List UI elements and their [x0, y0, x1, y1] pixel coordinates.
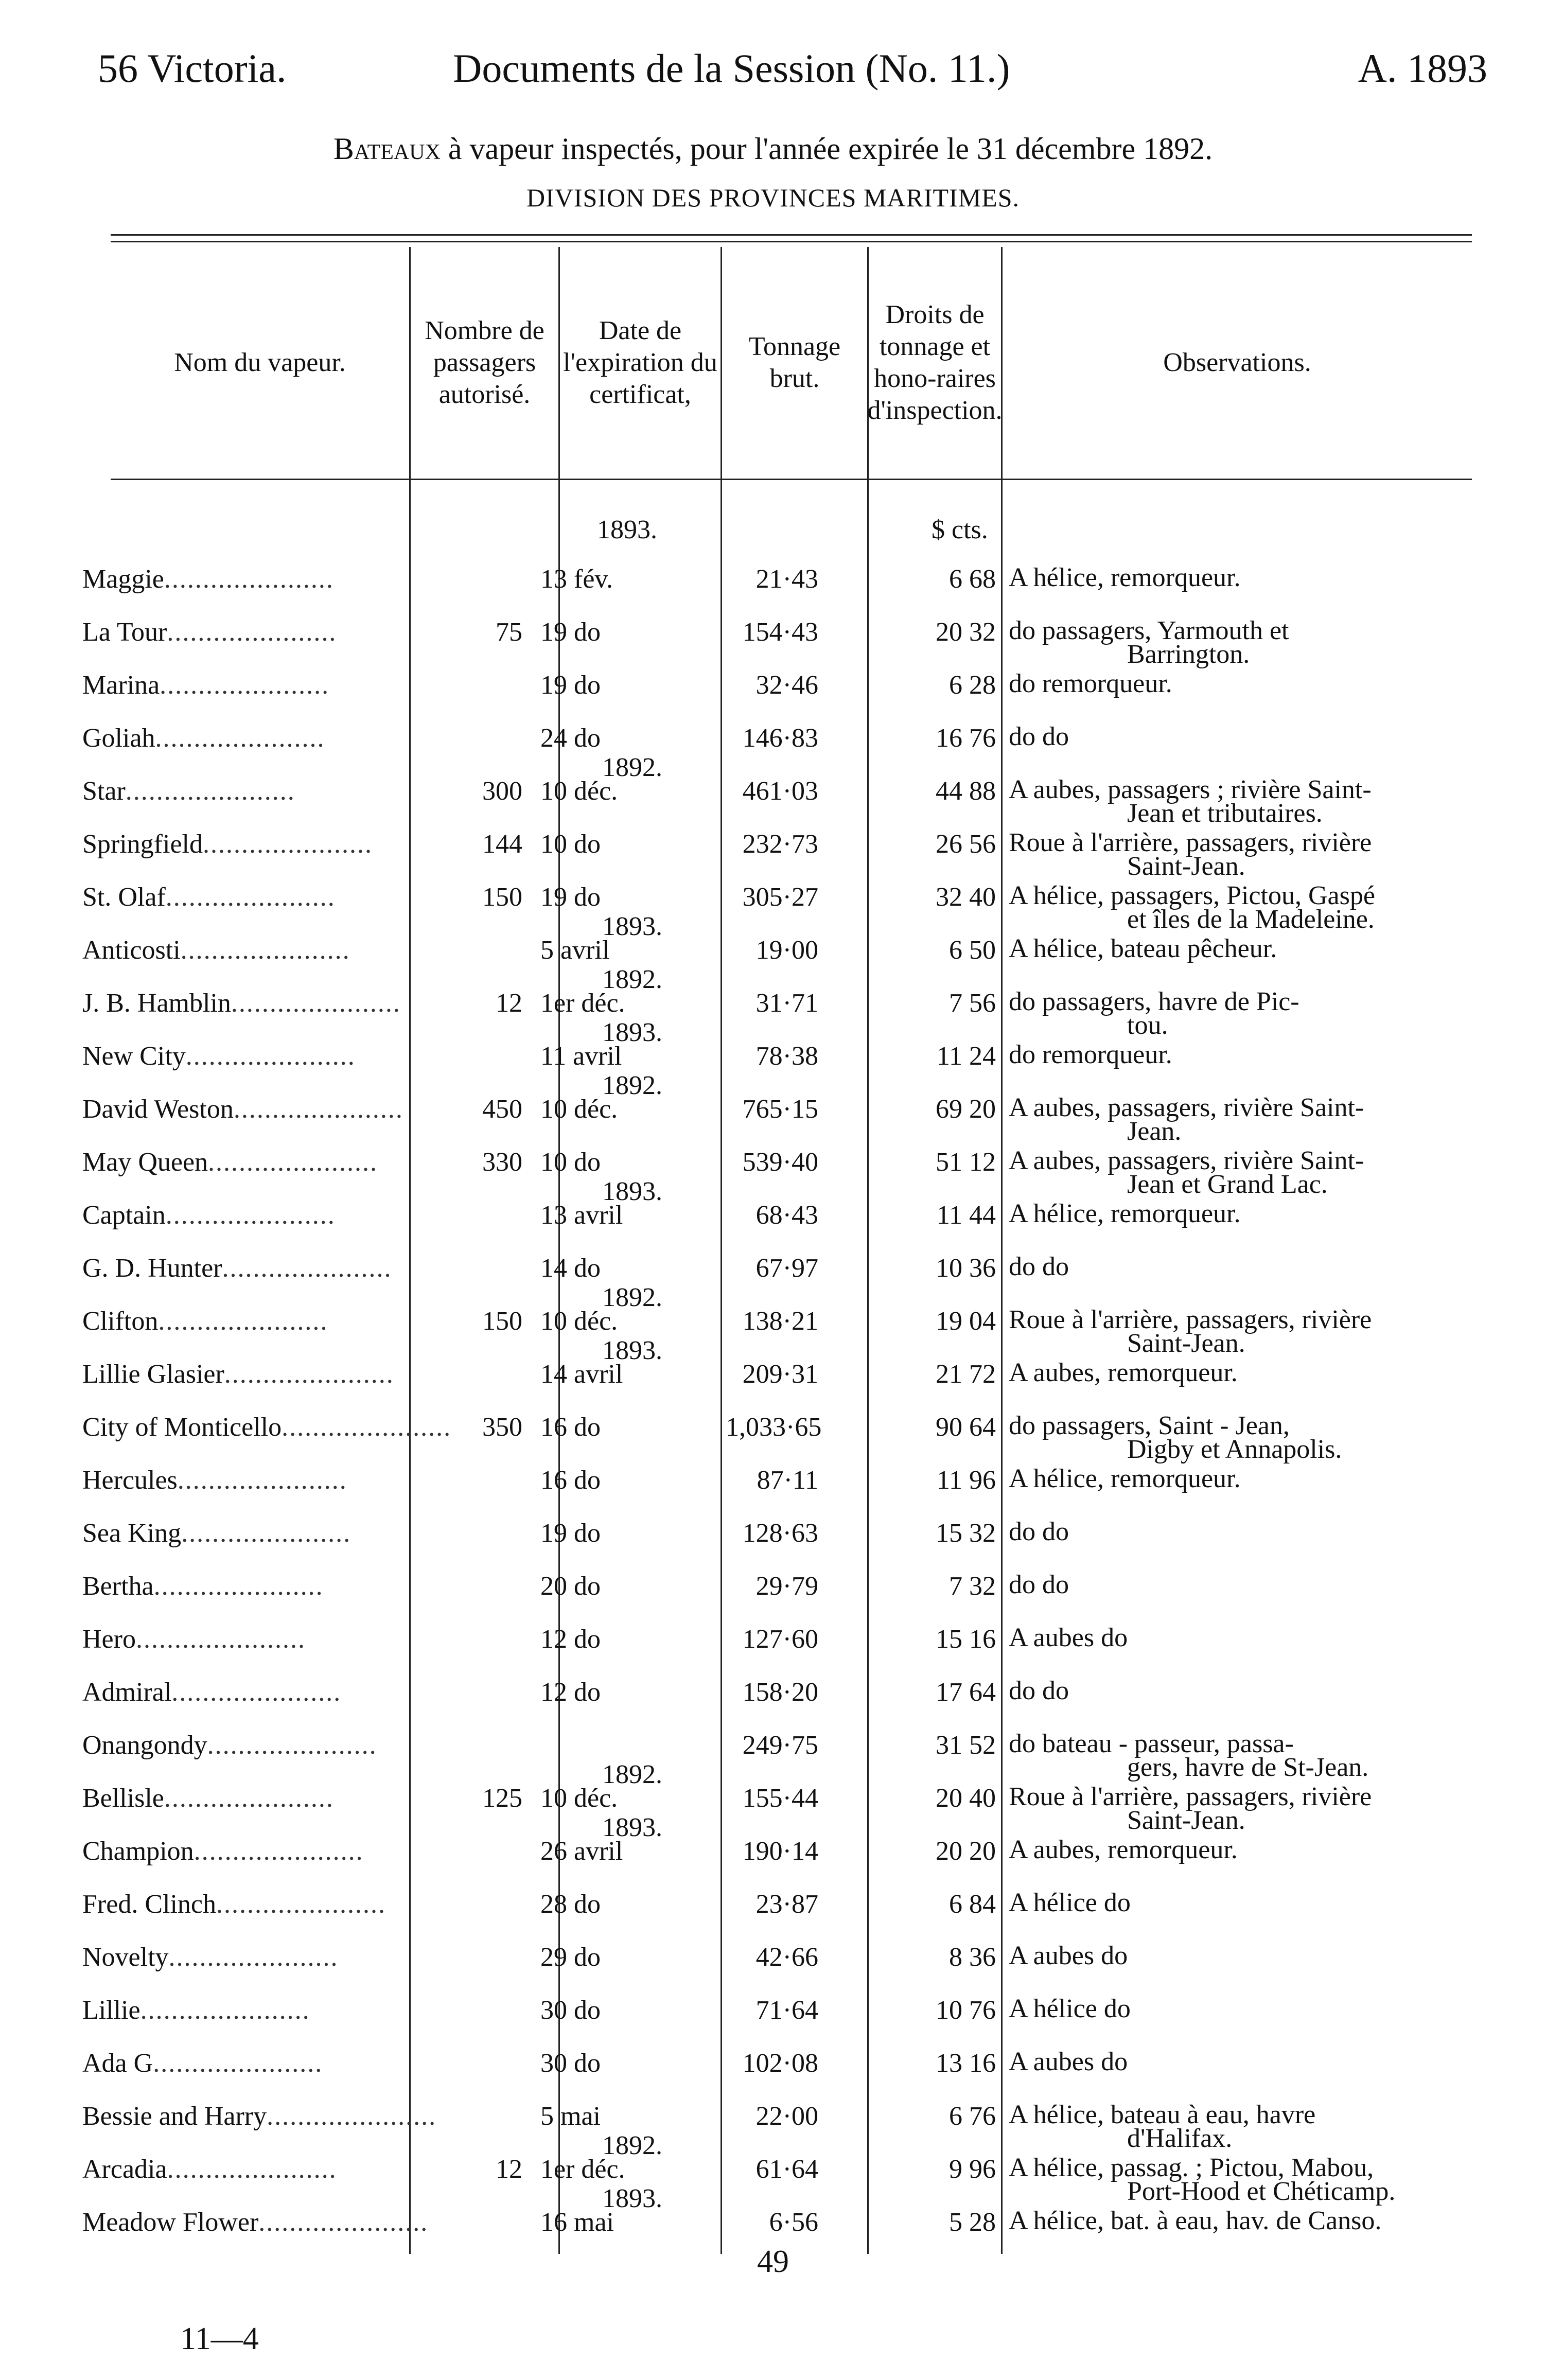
observations: A hélice, passagers, Pictou, Gaspé et îles de la Madeleine. [1009, 881, 1375, 934]
passengers-allowed: 330 [482, 1148, 522, 1177]
certificate-expiry: 19 do [540, 618, 601, 647]
inspection-fees: 20 32 [936, 618, 996, 647]
vessel-name: Meadow Flower...................... [82, 2208, 429, 2237]
table-row [0, 1517, 1546, 1577]
observations: do do [1009, 1252, 1069, 1281]
certificate-expiry: 28 do [540, 1890, 601, 1919]
vessel-name: Hercules...................... [82, 1466, 347, 1495]
header-document-title: Documents de la Session (No. 11.) [453, 46, 1010, 91]
table-title-rest: à vapeur inspectés, pour l'année expirée le 31 décembre 1892. [440, 132, 1213, 166]
year-marker: 1893. [602, 912, 662, 941]
certificate-expiry: 1893. 5 avril [540, 912, 662, 965]
column-header-tonnage: Tonnage brut. [748, 332, 841, 393]
observations: do remorqueur. [1009, 1040, 1172, 1069]
inspection-fees: 44 88 [936, 777, 996, 806]
gross-tonnage: 146·83 [742, 724, 818, 753]
vessel-name: Hero...................... [82, 1625, 306, 1654]
table-row [0, 616, 1546, 676]
certificate-expiry: 12 do [540, 1678, 601, 1707]
column-header-observations: Observations. [1163, 348, 1311, 377]
gross-tonnage: 249·75 [742, 1731, 818, 1760]
column-header-passengers: Nombre de passagers autorisé. [425, 316, 544, 409]
certificate-expiry: 1893. 26 avril [540, 1813, 662, 1866]
gross-tonnage: 68·43 [756, 1201, 818, 1230]
table-row [0, 1888, 1546, 1948]
vessel-name: Clifton...................... [82, 1307, 328, 1336]
certificate-expiry: 1893. 14 avril [540, 1336, 662, 1389]
year-marker: 1893. [602, 2184, 662, 2213]
year-marker: 1892. [602, 2131, 662, 2160]
vessel-name: City of Monticello...................... [82, 1413, 452, 1442]
year-marker: 1892. [602, 753, 662, 782]
table-row [0, 1252, 1546, 1312]
column-header-fees: Droits de tonnage et hono-raires d'inspection. [867, 300, 1003, 425]
gross-tonnage: 155·44 [742, 1784, 818, 1813]
gross-tonnage: 232·73 [742, 830, 818, 859]
certificate-expiry: 1892. 10 déc. [540, 753, 662, 806]
certificate-expiry: 1893. 11 avril [540, 1018, 662, 1071]
vessel-name: Star...................... [82, 777, 295, 806]
table-row [0, 1570, 1546, 1630]
table-row [0, 1177, 1546, 1259]
observations: A aubes, passagers, rivière Saint- Jean. [1009, 1093, 1364, 1146]
table-row [0, 1623, 1546, 1683]
gross-tonnage: 127·60 [742, 1625, 818, 1654]
observations: A hélice, bateau à eau, havre d'Halifax. [1009, 2100, 1316, 2153]
vessel-name: Admiral...................... [82, 1678, 342, 1707]
gross-tonnage: 87·11 [757, 1466, 818, 1495]
table-row [0, 1071, 1546, 1153]
certificate-expiry: 19 do [540, 1519, 601, 1548]
table-title [0, 131, 1546, 167]
gross-tonnage: 461·03 [742, 777, 818, 806]
table-row [0, 1941, 1546, 2001]
inspection-fees: 6 84 [949, 1890, 996, 1919]
gross-tonnage: 539·40 [742, 1148, 818, 1177]
observations: A aubes do [1009, 1941, 1128, 1970]
table-row [0, 1018, 1546, 1100]
table-row [0, 563, 1546, 623]
year-marker: 1893. [602, 1336, 662, 1365]
certificate-expiry: 10 do [540, 1148, 601, 1177]
inspection-fees: 6 76 [949, 2102, 996, 2131]
gross-tonnage: 305·27 [742, 883, 818, 912]
year-marker: 1892. [602, 1283, 662, 1312]
header-volume: 56 Victoria. [98, 46, 287, 91]
gross-tonnage: 19·00 [756, 936, 818, 965]
certificate-expiry: 10 do [540, 830, 601, 859]
passengers-allowed: 350 [482, 1413, 522, 1442]
gross-tonnage: 78·38 [756, 1042, 818, 1071]
certificate-expiry: 1892. 10 déc. [540, 1760, 662, 1813]
vessel-name: Bellisle...................... [82, 1784, 334, 1813]
inspection-fees: 31 52 [936, 1731, 996, 1760]
table-row [0, 1146, 1546, 1206]
passengers-allowed: 12 [496, 2155, 522, 2184]
observations: do do [1009, 722, 1069, 751]
certificate-expiry: 1892. 1er déc. [540, 965, 662, 1018]
passengers-allowed: 450 [482, 1095, 522, 1124]
year-marker: 1892. [602, 965, 662, 994]
observations: A hélice do [1009, 1994, 1131, 2023]
certificate-expiry: 20 do [540, 1572, 601, 1601]
table-row [0, 1411, 1546, 1471]
running-head [98, 45, 1487, 102]
observations: A hélice, passag. ; Pictou, Mabou, Port-Hood et Chéticamp. [1009, 2153, 1396, 2206]
inspection-fees: 20 20 [936, 1837, 996, 1866]
vessel-name: Lillie...................... [82, 1996, 310, 2025]
vessel-name: New City...................... [82, 1042, 356, 1071]
certificate-expiry: 16 do [540, 1413, 601, 1442]
certificate-expiry: 1892. 10 déc. [540, 1283, 662, 1336]
certificate-expiry: 30 do [540, 2049, 601, 2078]
page-number: 49 [757, 2244, 789, 2279]
gross-tonnage: 1,033·65 [726, 1413, 822, 1442]
certificate-expiry: 19 do [540, 671, 601, 700]
year-marker: 1892. [602, 1071, 662, 1100]
certificate-expiry: 5 mai [540, 2102, 601, 2131]
observations: do do [1009, 1570, 1069, 1599]
observations: do passagers, Saint - Jean, Digby et Annapolis. [1009, 1411, 1342, 1464]
vessel-name: Marina...................... [82, 671, 330, 700]
gross-tonnage: 138·21 [742, 1307, 818, 1336]
gross-tonnage: 154·43 [742, 618, 818, 647]
inspection-fees: 16 76 [936, 724, 996, 753]
vessel-name: David Weston...................... [82, 1095, 403, 1124]
vessel-name: Fred. Clinch...................... [82, 1890, 386, 1919]
gross-tonnage: 128·63 [742, 1519, 818, 1548]
table-row [0, 1283, 1546, 1365]
gross-tonnage: 42·66 [756, 1943, 818, 1972]
certificate-expiry: 29 do [540, 1943, 601, 1972]
table-row [0, 1464, 1546, 1524]
observations: Roue à l'arrière, passagers, rivière Saint-Jean. [1009, 1305, 1372, 1358]
inspection-fees: 90 64 [936, 1413, 996, 1442]
passengers-allowed: 300 [482, 777, 522, 806]
vessel-name: Bertha...................... [82, 1572, 324, 1601]
year-marker: 1893. [602, 1018, 662, 1047]
signature-mark: 11—4 [180, 2321, 259, 2356]
inspection-fees: 21 72 [936, 1360, 996, 1389]
inspection-fees: 8 36 [949, 1943, 996, 1972]
header-year: A. 1893 [1358, 46, 1487, 91]
division-heading: DIVISION DES PROVINCES MARITIMES. [526, 183, 1020, 212]
inspection-fees: 17 64 [936, 1678, 996, 1707]
observations: A aubes, passagers ; rivière Saint- Jean et tributaires. [1009, 775, 1372, 828]
column-header-expiry: Date de l'expiration du certificat, [563, 316, 717, 409]
table-row [0, 1336, 1546, 1418]
table-row [0, 1760, 1546, 1842]
table-row [0, 2047, 1546, 2107]
observations: A aubes, remorqueur. [1009, 1358, 1238, 1387]
vessel-name: Anticosti...................... [82, 936, 350, 965]
gross-tonnage: 23·87 [756, 1890, 818, 1919]
passengers-allowed: 150 [482, 1307, 522, 1336]
observations: A hélice, remorqueur. [1009, 563, 1241, 592]
inspection-fees: 10 36 [936, 1254, 996, 1283]
vessel-name: Champion...................... [82, 1837, 364, 1866]
observations: A hélice, bat. à eau, hav. de Canso. [1009, 2206, 1382, 2235]
inspection-fees: 32 40 [936, 883, 996, 912]
table-title-first-word: Bateaux [333, 132, 441, 166]
table-row [0, 828, 1546, 888]
gross-tonnage: 209·31 [742, 1360, 818, 1389]
gross-tonnage: 31·71 [756, 989, 818, 1018]
vessel-name: Onangondy...................... [82, 1731, 377, 1760]
table-row [0, 881, 1546, 941]
vessel-name: La Tour...................... [82, 618, 337, 647]
gross-tonnage: 158·20 [742, 1678, 818, 1707]
year-label: 1893. [597, 515, 657, 544]
certificate-expiry: 16 do [540, 1466, 601, 1495]
gross-tonnage: 190·14 [742, 1837, 818, 1866]
vessel-name: Bessie and Harry...................... [82, 2102, 437, 2131]
inspection-fees: 19 04 [936, 1307, 996, 1336]
certificate-expiry: 19 do [540, 883, 601, 912]
table-row [0, 1676, 1546, 1736]
inspection-fees: 15 32 [936, 1519, 996, 1548]
inspection-fees: 9 96 [949, 2155, 996, 2184]
header-bottom-rule [111, 479, 1472, 480]
passengers-allowed: 125 [482, 1784, 522, 1813]
vessel-name: Captain...................... [82, 1201, 336, 1230]
observations: do passagers, Yarmouth et Barrington. [1009, 616, 1289, 669]
observations: A aubes do [1009, 1623, 1128, 1652]
observations: A hélice do [1009, 1888, 1131, 1917]
inspection-fees: 11 96 [936, 1466, 996, 1495]
inspection-fees: 7 32 [949, 1572, 996, 1601]
certificate-expiry: 1892. 10 déc. [540, 1071, 662, 1124]
passengers-allowed: 144 [482, 830, 522, 859]
table-row [0, 1994, 1546, 2054]
gross-tonnage: 21·43 [756, 565, 818, 594]
observations: A aubes, passagers, rivière Saint- Jean et Grand Lac. [1009, 1146, 1364, 1199]
inspection-fees: 69 20 [936, 1095, 996, 1124]
year-marker: 1892. [602, 1760, 662, 1789]
certificate-expiry: 24 do [540, 724, 601, 753]
table-row [0, 965, 1546, 1047]
observations: do passagers, havre de Pic- tou. [1009, 987, 1299, 1040]
vessel-name: Maggie...................... [82, 565, 334, 594]
vessel-name: J. B. Hamblin...................... [82, 989, 401, 1018]
certificate-expiry: 12 do [540, 1625, 601, 1654]
observations: Roue à l'arrière, passagers, rivière Saint-Jean. [1009, 828, 1372, 881]
certificate-expiry: 13 fév. [540, 565, 613, 594]
passengers-allowed: 75 [496, 618, 522, 647]
certificate-expiry: 1893. 16 mai [540, 2184, 662, 2237]
observations: do remorqueur. [1009, 669, 1172, 698]
table-row [0, 912, 1546, 994]
observations: do do [1009, 1517, 1069, 1546]
observations: A hélice, bateau pêcheur. [1009, 934, 1277, 963]
inspection-fees: 5 28 [949, 2208, 996, 2237]
vessel-name: Sea King...................... [82, 1519, 352, 1548]
gross-tonnage: 67·97 [756, 1254, 818, 1283]
vessel-name: Springfield...................... [82, 830, 373, 859]
gross-tonnage: 22·00 [756, 2102, 818, 2131]
vessel-name: May Queen...................... [82, 1148, 378, 1177]
passengers-allowed: 150 [482, 883, 522, 912]
column-header-name: Nom du vapeur. [174, 348, 346, 377]
inspection-fees: 6 50 [949, 936, 996, 965]
inspection-fees: 6 68 [949, 565, 996, 594]
money-units: $ cts. [932, 515, 988, 544]
inspection-fees: 6 28 [949, 671, 996, 700]
observations: A aubes do [1009, 2047, 1128, 2076]
inspection-fees: 26 56 [936, 830, 996, 859]
observations: do bateau - passeur, passa- gers, havre de St-Jean. [1009, 1729, 1369, 1782]
table-row [0, 722, 1546, 782]
vessel-name: St. Olaf...................... [82, 883, 336, 912]
gross-tonnage: 71·64 [756, 1996, 818, 2025]
certificate-expiry: 30 do [540, 1996, 601, 2025]
table-row [0, 2100, 1546, 2160]
certificate-expiry: 1893. 13 avril [540, 1177, 662, 1230]
top-double-rule [111, 234, 1472, 242]
observations: A hélice, remorqueur. [1009, 1464, 1241, 1493]
certificate-expiry: 14 do [540, 1254, 601, 1283]
inspection-fees: 11 24 [936, 1042, 996, 1071]
table-row [0, 669, 1546, 729]
gross-tonnage: 61·64 [756, 2155, 818, 2184]
vessel-name: Goliah...................... [82, 724, 325, 753]
certificate-expiry: 1892. 1er déc. [540, 2131, 662, 2184]
vessel-name: Ada G...................... [82, 2049, 323, 2078]
inspection-fees: 10 76 [936, 1996, 996, 2025]
table-row [0, 753, 1546, 835]
observations: Roue à l'arrière, passagers, rivière Saint-Jean. [1009, 1782, 1372, 1835]
vessel-name: G. D. Hunter...................... [82, 1254, 392, 1283]
gross-tonnage: 6·56 [769, 2208, 818, 2237]
inspection-fees: 51 12 [936, 1148, 996, 1177]
vessel-name: Novelty...................... [82, 1943, 339, 1972]
vessel-name: Arcadia...................... [82, 2155, 337, 2184]
gross-tonnage: 765·15 [742, 1095, 818, 1124]
inspection-fees: 15 16 [936, 1625, 996, 1654]
year-marker: 1893. [602, 1177, 662, 1206]
inspection-fees: 20 40 [936, 1784, 996, 1813]
table-row [0, 2131, 1546, 2213]
observations: A aubes, remorqueur. [1009, 1835, 1238, 1864]
gross-tonnage: 29·79 [756, 1572, 818, 1601]
table-row [0, 1813, 1546, 1895]
year-marker: 1893. [602, 1813, 662, 1842]
inspection-fees: 7 56 [949, 989, 996, 1018]
inspection-fees: 13 16 [936, 2049, 996, 2078]
passengers-allowed: 12 [496, 989, 522, 1018]
inspection-fees: 11 44 [936, 1201, 996, 1230]
observations: do do [1009, 1676, 1069, 1705]
observations: A hélice, remorqueur. [1009, 1199, 1241, 1228]
gross-tonnage: 32·46 [756, 671, 818, 700]
table-row [0, 1729, 1546, 1789]
gross-tonnage: 102·08 [742, 2049, 818, 2078]
vessel-name: Lillie Glasier...................... [82, 1360, 394, 1389]
